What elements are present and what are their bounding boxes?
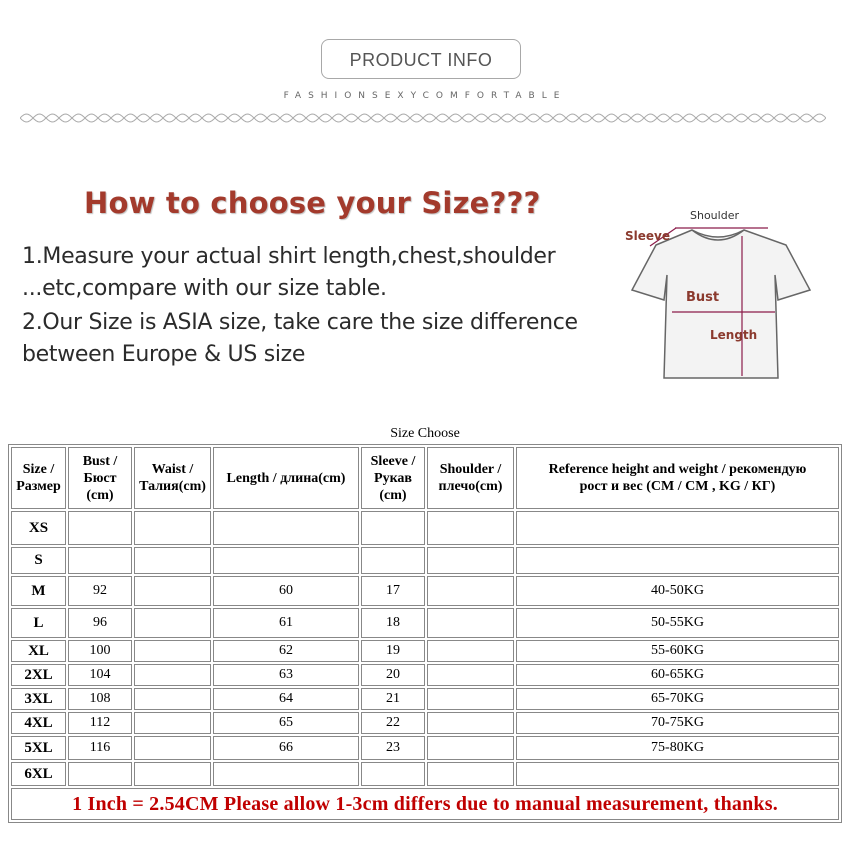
bust-cell — [68, 762, 132, 786]
sleeve-cell: 23 — [361, 736, 425, 760]
table-row — [11, 547, 839, 574]
waist-cell — [134, 736, 211, 760]
bust-cell: 104 — [68, 664, 132, 686]
tshirt-measurement-diagram — [620, 200, 815, 386]
sleeve-cell: 17 — [361, 576, 425, 606]
bust-cell: 100 — [68, 640, 132, 662]
reference-cell: 65-70KG — [516, 688, 839, 710]
sleeve-cell: 18 — [361, 608, 425, 638]
reference-cell — [516, 762, 839, 786]
reference-cell: 75-80KG — [516, 736, 839, 760]
waist-cell — [134, 664, 211, 686]
reference-cell — [516, 547, 839, 574]
shoulder-cell — [427, 664, 514, 686]
sleeve-label: Sleeve — [625, 229, 670, 243]
step1-line1: 1.Measure your actual shirt length,chest,shoulder — [22, 244, 556, 269]
size-cell: 3XL — [11, 688, 66, 710]
shoulder-cell — [427, 576, 514, 606]
measurement-note: 1 Inch = 2.54CM Please allow 1-3cm differs due to manual measurement, thanks. — [11, 788, 839, 820]
table-row — [11, 736, 839, 760]
size-guide-title: How to choose your Size??? — [84, 186, 541, 220]
sleeve-cell — [361, 511, 425, 545]
table-row — [11, 608, 839, 638]
bust-label: Bust — [686, 290, 720, 305]
reference-cell — [516, 511, 839, 545]
size-cell: S — [11, 547, 66, 574]
size-cell: M — [11, 576, 66, 606]
waist-cell — [134, 547, 211, 574]
decorative-wave-divider — [20, 106, 826, 130]
size-cell: 2XL — [11, 664, 66, 686]
table-row — [11, 762, 839, 786]
header-waist: Waist / Талия(cm) — [134, 447, 211, 509]
table-row — [11, 712, 839, 734]
reference-cell: 55-60KG — [516, 640, 839, 662]
shoulder-cell — [427, 511, 514, 545]
shoulder-cell — [427, 762, 514, 786]
reference-cell: 70-75KG — [516, 712, 839, 734]
length-label: Length — [710, 328, 758, 342]
size-cell: 6XL — [11, 762, 66, 786]
waist-cell — [134, 576, 211, 606]
bust-cell — [68, 511, 132, 545]
table-note-row — [11, 788, 839, 820]
sleeve-cell: 20 — [361, 664, 425, 686]
bust-cell: 108 — [68, 688, 132, 710]
sleeve-cell — [361, 547, 425, 574]
tagline: FASHIONSEXYCOMFORTABLE — [283, 91, 567, 101]
step1-line2: ...etc,compare with our size table. — [22, 276, 387, 301]
length-cell: 65 — [213, 712, 359, 734]
size-cell: XL — [11, 640, 66, 662]
size-cell: 4XL — [11, 712, 66, 734]
bust-cell: 116 — [68, 736, 132, 760]
size-cell: XS — [11, 511, 66, 545]
length-cell: 66 — [213, 736, 359, 760]
shoulder-cell — [427, 608, 514, 638]
length-cell: 60 — [213, 576, 359, 606]
bust-cell: 112 — [68, 712, 132, 734]
reference-cell: 50-55KG — [516, 608, 839, 638]
shoulder-cell — [427, 736, 514, 760]
size-cell: L — [11, 608, 66, 638]
table-row — [11, 688, 839, 710]
header-shoulder: Shoulder / плечо(cm) — [427, 447, 514, 509]
size-chart-table — [8, 444, 842, 823]
shoulder-cell — [427, 712, 514, 734]
step2-line2: between Europe & US size — [22, 342, 306, 367]
bust-cell: 96 — [68, 608, 132, 638]
shoulder-cell — [427, 547, 514, 574]
waist-cell — [134, 762, 211, 786]
length-cell: 62 — [213, 640, 359, 662]
step2-line1: 2.Our Size is ASIA size, take care the size difference — [22, 310, 578, 335]
shoulder-label: Shoulder — [690, 209, 739, 222]
header-reference: Reference height and weight / рекомендую рост и вес (CM / CM , KG / КГ) — [516, 447, 839, 509]
header-size: Size / Размер — [11, 447, 66, 509]
length-cell: 64 — [213, 688, 359, 710]
bust-cell: 92 — [68, 576, 132, 606]
table-row — [11, 664, 839, 686]
length-cell: 63 — [213, 664, 359, 686]
header-sleeve: Sleeve / Рукав (cm) — [361, 447, 425, 509]
sleeve-cell: 22 — [361, 712, 425, 734]
reference-cell: 60-65KG — [516, 664, 839, 686]
bust-cell — [68, 547, 132, 574]
waist-cell — [134, 688, 211, 710]
length-cell — [213, 762, 359, 786]
sleeve-cell: 21 — [361, 688, 425, 710]
shoulder-cell — [427, 688, 514, 710]
sleeve-cell — [361, 762, 425, 786]
header-length: Length / длина(cm) — [213, 447, 359, 509]
reference-cell: 40-50KG — [516, 576, 839, 606]
tshirt-outline — [632, 230, 810, 378]
product-info-banner: PRODUCT INFO — [321, 39, 521, 79]
waist-cell — [134, 640, 211, 662]
length-cell — [213, 547, 359, 574]
length-cell: 61 — [213, 608, 359, 638]
table-caption: Size Choose — [390, 426, 460, 441]
waist-cell — [134, 712, 211, 734]
waist-cell — [134, 511, 211, 545]
sleeve-cell: 19 — [361, 640, 425, 662]
table-row — [11, 511, 839, 545]
table-row — [11, 640, 839, 662]
shoulder-cell — [427, 640, 514, 662]
size-cell: 5XL — [11, 736, 66, 760]
waist-cell — [134, 608, 211, 638]
table-row — [11, 576, 839, 606]
length-cell — [213, 511, 359, 545]
table-header-row — [11, 447, 839, 509]
header-bust: Bust / Бюст (cm) — [68, 447, 132, 509]
